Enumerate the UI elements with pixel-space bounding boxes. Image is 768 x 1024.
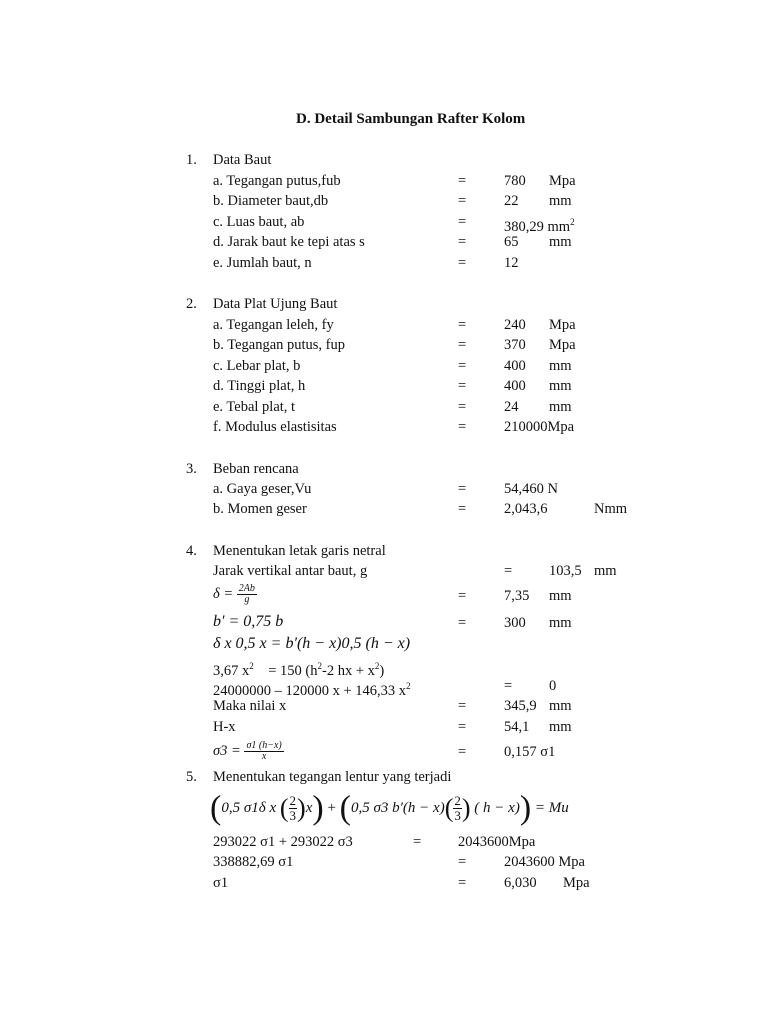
s2-row-label: d. Tinggi plat, h bbox=[213, 378, 306, 394]
result-1-value: 2043600Mpa bbox=[458, 834, 536, 850]
s3-row-eq: = bbox=[458, 501, 467, 517]
close-paren-2: ) bbox=[297, 793, 306, 823]
section-1-heading: Data Baut bbox=[213, 152, 272, 168]
q2-sup: 2 bbox=[406, 681, 411, 691]
jarak-eq: = bbox=[504, 563, 513, 579]
s3-row-label: a. Gaya geser,Vu bbox=[213, 481, 312, 497]
open-paren-1: ( bbox=[210, 789, 222, 827]
s2-row-value: 370 bbox=[504, 337, 526, 353]
s2-row-unit: Mpa bbox=[549, 337, 576, 353]
two-thirds-fraction-1 bbox=[289, 794, 298, 823]
s1-row-eq: = bbox=[458, 173, 467, 189]
delta-value: 7,35 bbox=[504, 588, 530, 604]
delta-fraction bbox=[237, 584, 257, 605]
sigma3-lhs: σ3 = bbox=[213, 743, 241, 759]
sigma3-formula bbox=[213, 738, 284, 764]
s3-row-value: 2,043,6 bbox=[504, 501, 548, 517]
result-2-eq: = bbox=[458, 854, 467, 870]
s2-row-eq: = bbox=[458, 378, 467, 394]
jarak-label: Jarak vertikal antar baut, g bbox=[213, 563, 368, 579]
delta-numerator: 2Ab bbox=[238, 583, 255, 595]
sigma3-value: 0,157 σ1 bbox=[504, 744, 556, 760]
q1-sup3: 2 bbox=[374, 661, 380, 671]
area-value: 380,29 mm bbox=[504, 218, 571, 235]
s1-row-label: d. Jarak baut ke tepi atas s bbox=[213, 234, 365, 250]
result-3-label: σ1 bbox=[213, 875, 229, 891]
result-3-value: 6,030 bbox=[504, 875, 537, 891]
bprime-eq: = bbox=[458, 615, 467, 631]
maka-unit: mm bbox=[549, 698, 572, 714]
result-1-eq: = bbox=[413, 834, 422, 850]
sigma3-numerator: σ1 (h−x) bbox=[246, 740, 282, 752]
page-title: D. Detail Sambungan Rafter Kolom bbox=[296, 111, 526, 127]
maka-value: 345,9 bbox=[504, 698, 537, 714]
s1-row-unit: mm bbox=[549, 193, 572, 209]
jarak-unit: mm bbox=[594, 563, 617, 579]
s2-row-value: 210000Mpa bbox=[504, 419, 575, 435]
q1-c: = 150 (h bbox=[253, 662, 318, 679]
hx-value: 54,1 bbox=[504, 719, 530, 735]
bprime-unit: mm bbox=[549, 615, 572, 631]
s2-row-label: e. Tebal plat, t bbox=[213, 399, 296, 415]
q2-a: 24000000 – 120000 x + 146,33 x bbox=[213, 682, 407, 699]
maka-label: Maka nilai x bbox=[213, 698, 287, 714]
s3-row-unit: Nmm bbox=[594, 501, 628, 517]
s1-row-label: b. Diameter baut,db bbox=[213, 193, 329, 209]
s2-row-unit: mm bbox=[549, 399, 572, 415]
s1-row-eq: = bbox=[458, 255, 467, 271]
s2-row-unit: Mpa bbox=[549, 317, 576, 333]
hx-unit: mm bbox=[549, 719, 572, 735]
delta-eq: = bbox=[458, 588, 467, 604]
hx-eq: = bbox=[458, 719, 467, 735]
s2-row-value: 400 bbox=[504, 358, 526, 374]
delta-unit: mm bbox=[549, 588, 572, 604]
hx-label: H-x bbox=[213, 719, 236, 735]
s2-row-label: b. Tegangan putus, fup bbox=[213, 337, 346, 353]
s1-row-label: c. Luas baut, ab bbox=[213, 214, 305, 230]
close-paren-4: ) bbox=[461, 793, 471, 823]
section-4-number: 4. bbox=[186, 543, 197, 559]
s2-row-eq: = bbox=[458, 399, 467, 415]
section-5-heading: Menentukan tegangan lentur yang terjadi bbox=[213, 769, 452, 785]
section-2-heading: Data Plat Ujung Baut bbox=[213, 296, 338, 312]
frac1-den: 3 bbox=[289, 808, 297, 824]
section-5-number: 5. bbox=[186, 769, 197, 785]
sigma3-fraction bbox=[244, 741, 283, 762]
area-superscript: 2 bbox=[570, 217, 575, 227]
s3-row-value: 54,460 N bbox=[504, 481, 558, 497]
plus-sign: + bbox=[327, 800, 336, 816]
s2-row-eq: = bbox=[458, 419, 467, 435]
s1-row-unit: mm bbox=[549, 234, 572, 250]
s1-row-label: a. Tegangan putus,fub bbox=[213, 173, 341, 189]
quadratic-value: 0 bbox=[549, 678, 557, 694]
sigma3-denominator: x bbox=[261, 751, 267, 763]
moment-term-2: 0,5 σ3 b′(h − x) bbox=[351, 800, 445, 816]
two-thirds-fraction-2 bbox=[453, 794, 462, 823]
s1-row-value: 12 bbox=[504, 255, 519, 271]
maka-eq: = bbox=[458, 698, 467, 714]
result-3-unit: Mpa bbox=[563, 875, 590, 891]
s2-row-eq: = bbox=[458, 337, 467, 353]
open-paren-2: ( bbox=[279, 793, 289, 823]
s1-row-eq: = bbox=[458, 234, 467, 250]
open-paren-4: ( bbox=[444, 793, 454, 823]
equilibrium-equation: δ x 0,5 x = b′(h − x)0,5 (h − x) bbox=[213, 635, 411, 652]
moment-term-2b: ( h − x) bbox=[474, 800, 520, 816]
result-3-eq: = bbox=[458, 875, 467, 891]
quadratic-eq: = bbox=[504, 678, 513, 694]
s1-row-unit: Mpa bbox=[549, 173, 576, 189]
s3-row-eq: = bbox=[458, 481, 467, 497]
delta-formula bbox=[213, 582, 257, 606]
moment-rhs: = Mu bbox=[534, 800, 569, 816]
sigma3-eq: = bbox=[458, 744, 467, 760]
r1-text: 293022 σ1 + 293022 σ3 bbox=[213, 834, 353, 850]
result-2-value: 2043600 Mpa bbox=[504, 854, 585, 870]
s2-row-label: c. Lebar plat, b bbox=[213, 358, 301, 374]
q1-sup2: 2 bbox=[317, 661, 323, 671]
open-paren-3: ( bbox=[339, 789, 351, 827]
section-3-heading: Beban rencana bbox=[213, 461, 299, 477]
s2-row-unit: mm bbox=[549, 378, 572, 394]
s1-row-eq: = bbox=[458, 193, 467, 209]
s2-row-value: 400 bbox=[504, 378, 526, 394]
section-2-number: 2. bbox=[186, 296, 197, 312]
bprime-value: 300 bbox=[504, 615, 526, 631]
moment-term-1: 0,5 σ1δ x bbox=[221, 800, 277, 816]
result-2-label: 338882,69 σ1 bbox=[213, 854, 294, 870]
s1-row-eq: = bbox=[458, 214, 467, 230]
jarak-value: 103,5 bbox=[549, 563, 582, 579]
s1-row-value: 65 bbox=[504, 234, 519, 250]
q1-a: 3,67 x bbox=[213, 662, 250, 679]
s2-row-eq: = bbox=[458, 317, 467, 333]
s1-row-label: e. Jumlah baut, n bbox=[213, 255, 312, 271]
s2-row-value: 240 bbox=[504, 317, 526, 333]
s2-row-label: a. Tegangan leleh, fy bbox=[213, 317, 334, 333]
section-3-number: 3. bbox=[186, 461, 197, 477]
frac2-den: 3 bbox=[454, 808, 461, 824]
bprime-formula: b′ = 0,75 b bbox=[213, 613, 284, 630]
result-1-label bbox=[213, 833, 353, 851]
moment-equation bbox=[210, 786, 569, 830]
frac1-num: 2 bbox=[289, 793, 297, 809]
q1-sup1: 2 bbox=[249, 661, 254, 671]
s3-row-label: b. Momen geser bbox=[213, 501, 307, 517]
delta-lhs: δ = bbox=[213, 586, 234, 602]
section-1-number: 1. bbox=[186, 152, 197, 168]
s2-row-value: 24 bbox=[504, 399, 519, 415]
delta-denominator: g bbox=[244, 594, 250, 606]
s2-row-unit: mm bbox=[549, 358, 572, 374]
s1-row-value: 780 bbox=[504, 173, 526, 189]
s2-row-label: f. Modulus elastisitas bbox=[213, 419, 337, 435]
s1-row-value: 22 bbox=[504, 193, 519, 209]
s2-row-eq: = bbox=[458, 358, 467, 374]
close-paren-3: ) bbox=[519, 789, 532, 827]
frac2-num: 2 bbox=[454, 793, 461, 809]
q1-g: ) bbox=[379, 662, 385, 679]
moment-term-1b: x bbox=[305, 800, 313, 816]
close-paren-1: ) bbox=[312, 789, 324, 827]
section-4-heading: Menentukan letak garis netral bbox=[213, 543, 386, 559]
q1-e: -2 hx + x bbox=[322, 662, 375, 679]
